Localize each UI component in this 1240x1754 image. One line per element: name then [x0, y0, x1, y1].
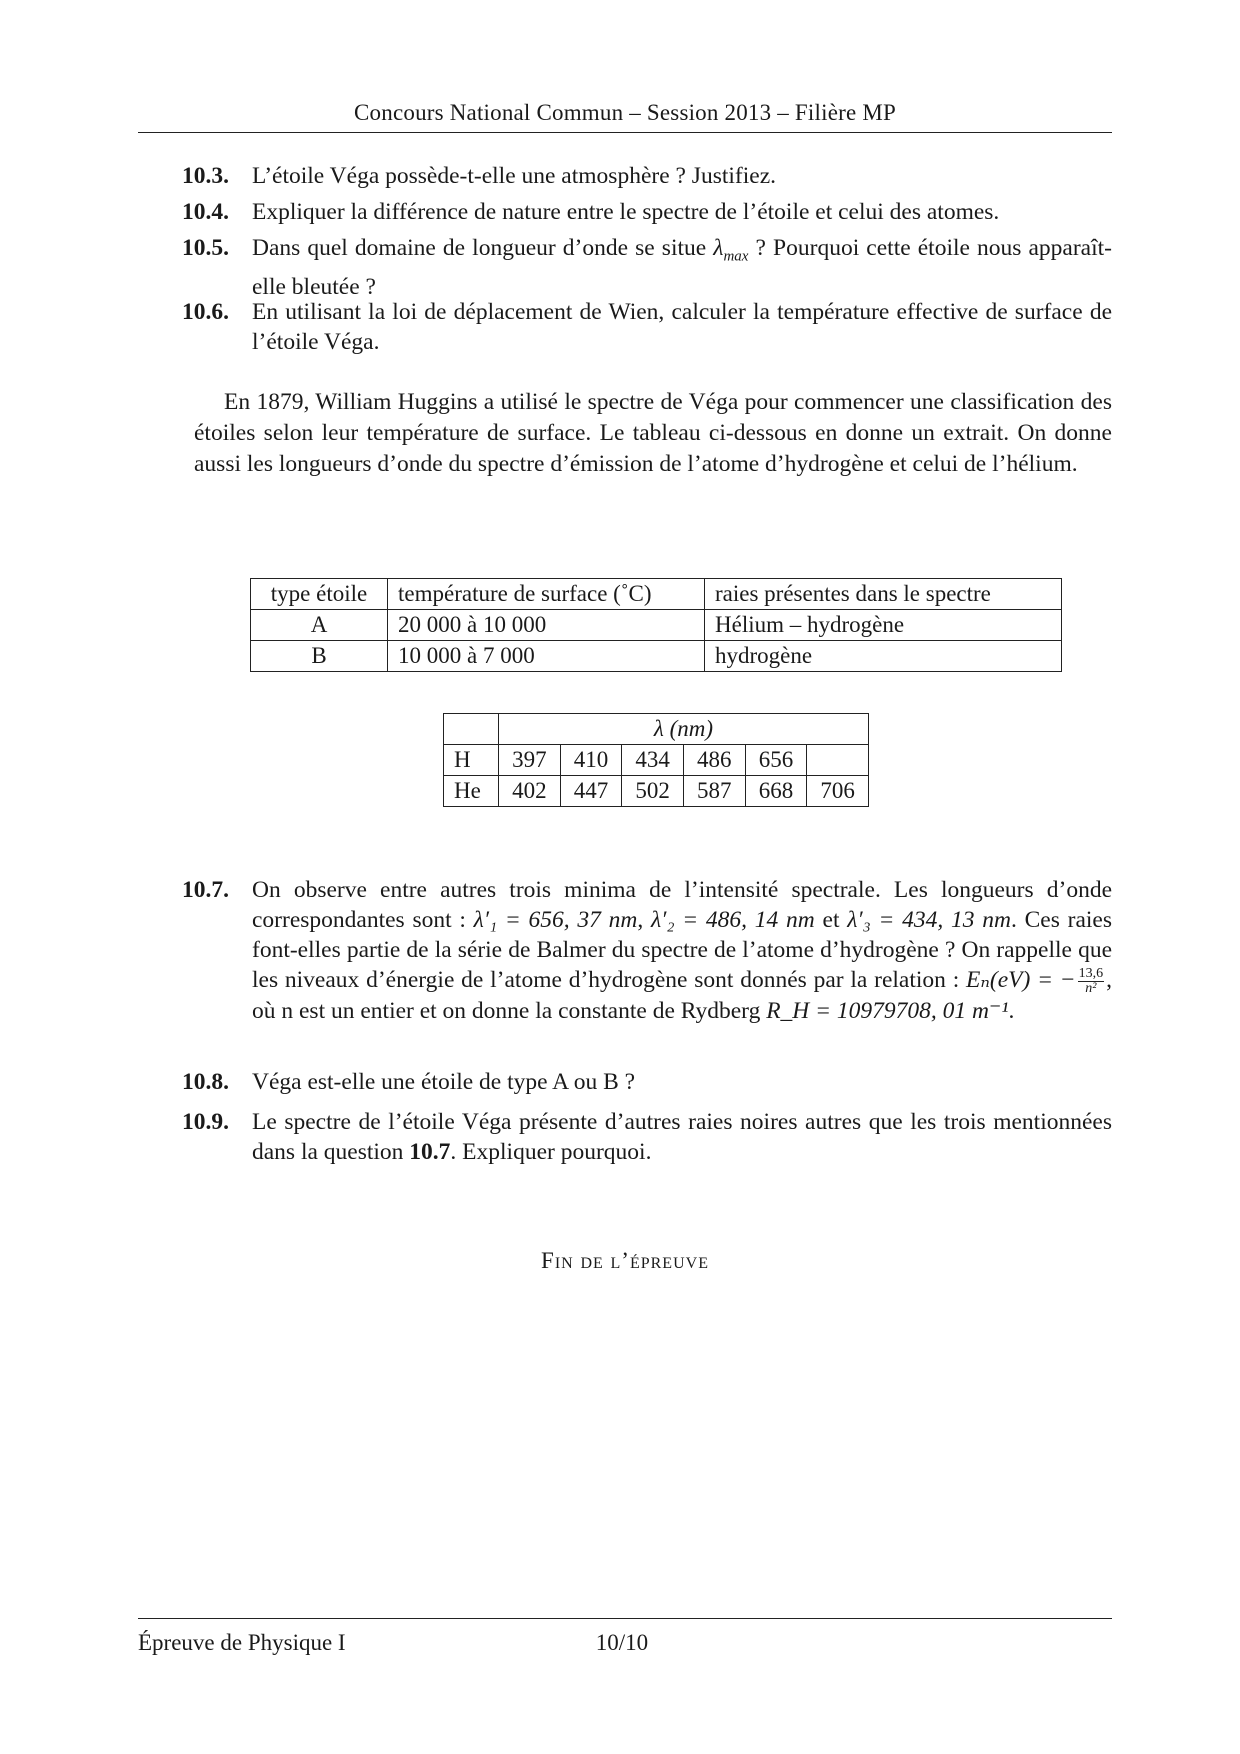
question-10-4: [182, 197, 1112, 227]
question-number: 10.8.: [182, 1069, 229, 1095]
star-classification-table: [250, 578, 1062, 672]
table-header-row: [444, 714, 869, 745]
question-number: 10.3.: [182, 163, 229, 189]
row-label: H: [444, 745, 499, 776]
wavelength-table: [443, 713, 869, 807]
question-text: Véga est-elle une étoile de type A ou B ?: [252, 1069, 636, 1095]
intro-paragraph: En 1879, William Huggins a utilisé le spectre de Véga pour commencer une classification des étoiles selon leur température de surface. Le tableau ci-dessous en donne un extrait. On donne aussi les longueurs d’onde du spectre d’émission de l’atome d’hydrogène et celui de l’hélium.: [194, 389, 1112, 477]
page-number: 10/10: [595, 1630, 649, 1655]
question-10-9: [182, 1107, 1112, 1167]
table-cell: A: [251, 610, 388, 641]
table-header-cell: type étoile: [251, 579, 388, 610]
text-part: , où n est un entier et on donne la constante de Rydberg: [252, 967, 1113, 1025]
question-text: [252, 233, 1112, 302]
fraction-denominator: n²: [1085, 981, 1097, 997]
table-cell: 587: [683, 776, 745, 807]
lambda-3: λ′₃ = 434, 13 nm: [847, 907, 1011, 933]
text-part: et: [814, 907, 848, 933]
question-10-5: [182, 233, 1112, 302]
footer-exam-name: Épreuve de Physique I: [138, 1630, 346, 1655]
question-10-6: [182, 297, 1112, 357]
page-header: Concours National Commun – Session 2013 – Filière MP: [354, 100, 896, 125]
table-cell: 706: [807, 776, 869, 807]
question-text: Expliquer la différence de nature entre le spectre de l’étoile et celui des atomes.: [252, 199, 1000, 225]
table-cell: Hélium – hydrogène: [705, 610, 1062, 641]
question-10-7: [182, 875, 1112, 1026]
table-row: [251, 641, 1062, 672]
text-part: Dans quel domaine de longueur d’onde se situe: [252, 235, 714, 261]
footer-rule: [138, 1618, 1112, 1619]
question-number: 10.7.: [182, 877, 229, 903]
lambda-subscript: max: [723, 248, 749, 265]
table-cell: B: [251, 641, 388, 672]
table-cell: hydrogène: [705, 641, 1062, 672]
end-of-exam: Fin de l’épreuve: [541, 1248, 709, 1273]
question-text: L’étoile Véga possède-t-elle une atmosphère ? Justifiez.: [252, 163, 776, 189]
table-cell: 402: [499, 776, 561, 807]
energy-formula: Eₙ(eV) = −: [966, 967, 1076, 993]
fraction-numerator: 13,6: [1078, 966, 1104, 982]
question-10-8: [182, 1067, 1112, 1097]
text-part: . Expliquer pourquoi.: [450, 1139, 652, 1165]
table-corner-cell: [444, 714, 499, 745]
question-reference: 10.7: [409, 1139, 451, 1165]
question-text: [252, 1107, 1112, 1167]
table-row: [251, 610, 1062, 641]
question-number: 10.6.: [182, 299, 229, 325]
table-cell: 656: [745, 745, 807, 776]
question-number: 10.5.: [182, 235, 229, 261]
rydberg-constant: R_H = 10979708, 01 m⁻¹: [766, 998, 1009, 1025]
lambda-1: λ′₁ = 656, 37 nm: [473, 907, 638, 933]
lambda-2: λ′₂ = 486, 14 nm: [651, 907, 815, 933]
table-cell: 486: [683, 745, 745, 776]
table-cell: 397: [499, 745, 561, 776]
table-header-cell: raies présentes dans le spectre: [705, 579, 1062, 610]
table-cell: 434: [622, 745, 684, 776]
text-part: . Ces raies font-elles partie de la série de Balmer du spectre de l’atome d’hydrogène ? On rappelle que les niveaux d’énergie de l’atome d’hydrogène sont donnés par la relation :: [252, 907, 1113, 993]
question-text: En utilisant la loi de déplacement de Wien, calculer la température effective de surface de l’étoile Véga.: [252, 299, 1112, 355]
header-rule: [138, 132, 1112, 133]
table-cell: 20 000 à 10 000: [388, 610, 705, 641]
lambda-unit-header: λ (nm): [653, 716, 714, 741]
table-row: [444, 776, 869, 807]
row-label: He: [444, 776, 499, 807]
text-part: ,: [637, 907, 652, 933]
text-part: On observe entre autres trois minima de l’intensité spectrale. Les longueurs d’onde correspondantes sont :: [252, 877, 1112, 933]
table-cell: [807, 745, 869, 776]
lambda-symbol: λ: [713, 235, 724, 261]
text-part: Le spectre de l’étoile Véga présente d’autres raies noires autres que les trois mentionnées dans la question: [252, 1109, 1112, 1165]
question-number: 10.4.: [182, 199, 229, 225]
table-header-cell: température de surface (˚C): [388, 579, 705, 610]
table-cell: 10 000 à 7 000: [388, 641, 705, 672]
energy-fraction: [1078, 967, 1105, 996]
table-row: [444, 745, 869, 776]
table-header-row: [251, 579, 1062, 610]
text-part: .: [1008, 998, 1015, 1025]
table-cell: 447: [560, 776, 622, 807]
table-header-cell: [499, 714, 869, 745]
question-number: 10.9.: [182, 1109, 229, 1135]
text-part: ? Pourquoi cette étoile nous apparaît-elle bleutée ?: [252, 235, 1112, 300]
table-cell: 668: [745, 776, 807, 807]
question-10-3: [182, 161, 1112, 191]
question-text: [252, 875, 1112, 1026]
table-cell: 410: [560, 745, 622, 776]
table-cell: 502: [622, 776, 684, 807]
